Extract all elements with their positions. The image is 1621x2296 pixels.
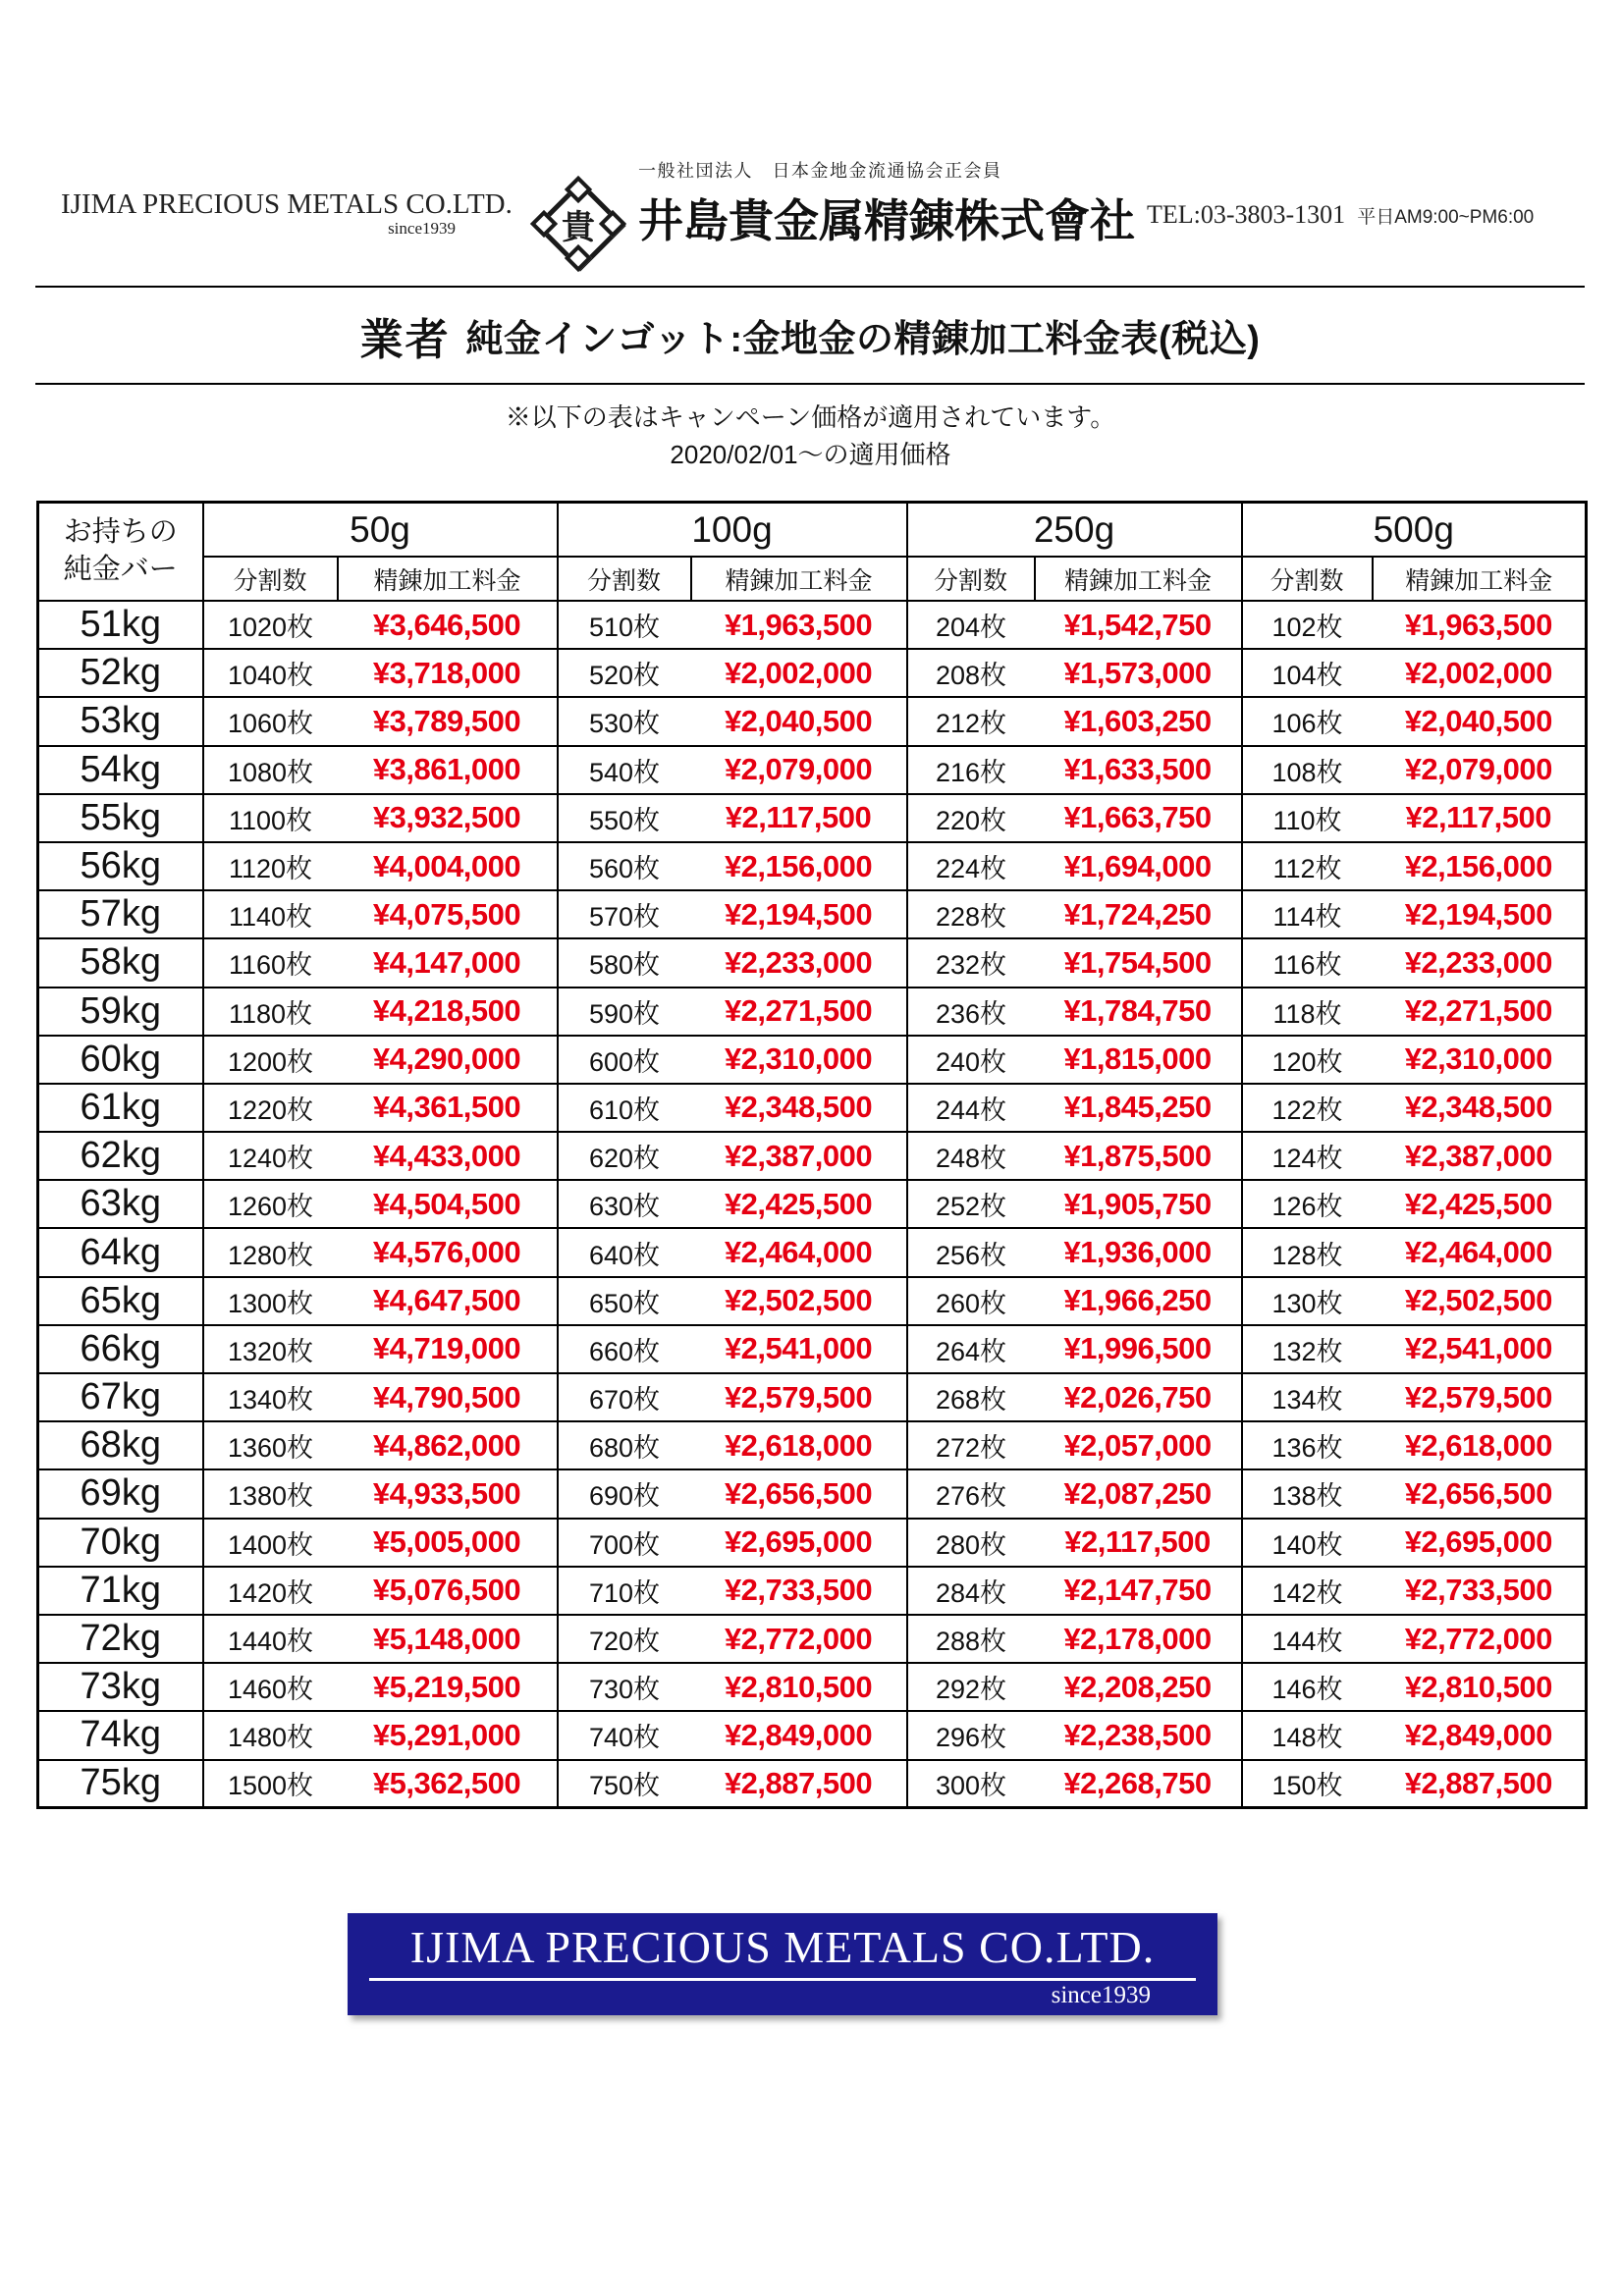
split-count: 1420枚 [203,1567,338,1615]
refining-fee: ¥1,875,500 [1035,1132,1242,1180]
bar-weight: 52kg [38,649,203,697]
bar-weight: 62kg [38,1132,203,1180]
refining-fee: ¥2,147,750 [1035,1567,1242,1615]
split-count: 1480枚 [203,1711,338,1759]
footer-company-name: IJIMA PRECIOUS METALS CO.LTD. [369,1921,1196,1981]
refining-fee: ¥2,087,250 [1035,1469,1242,1518]
refining-fee: ¥3,789,500 [338,697,558,745]
subheader-fee: 精錬加工料金 [338,557,558,601]
refining-fee: ¥2,348,500 [691,1084,907,1132]
bar-weight: 73kg [38,1663,203,1711]
refining-fee: ¥4,504,500 [338,1180,558,1228]
split-count: 680枚 [558,1421,691,1469]
bar-weight: 63kg [38,1180,203,1228]
split-count: 1080枚 [203,746,338,794]
split-count: 220枚 [907,794,1035,842]
refining-fee: ¥2,695,000 [1373,1519,1587,1567]
refining-fee: ¥2,618,000 [1373,1421,1587,1469]
price-row [38,842,1587,890]
refining-fee: ¥2,194,500 [691,890,907,938]
bar-weight: 58kg [38,938,203,987]
group-header-row [38,503,1587,558]
price-row [38,1711,1587,1759]
refining-fee: ¥1,966,250 [1035,1277,1242,1325]
split-count: 1280枚 [203,1228,338,1276]
split-count: 240枚 [907,1036,1035,1084]
refining-fee: ¥2,271,500 [691,988,907,1036]
refining-fee: ¥4,576,000 [338,1228,558,1276]
refining-fee: ¥1,724,250 [1035,890,1242,938]
refining-fee: ¥2,425,500 [1373,1180,1587,1228]
campaign-notice [0,400,1621,473]
refining-fee: ¥4,290,000 [338,1036,558,1084]
refining-fee: ¥5,291,000 [338,1711,558,1759]
footer-since: since1939 [1051,1982,1151,2008]
refining-fee: ¥2,026,750 [1035,1373,1242,1421]
split-count: 120枚 [1242,1036,1373,1084]
split-count: 1100枚 [203,794,338,842]
split-count: 1320枚 [203,1325,338,1373]
refining-fee: ¥2,425,500 [691,1180,907,1228]
split-count: 540枚 [558,746,691,794]
split-count: 150枚 [1242,1760,1373,1808]
company-logo [531,177,625,271]
refining-fee: ¥2,057,000 [1035,1421,1242,1469]
refining-fee: ¥2,618,000 [691,1421,907,1469]
refining-fee: ¥2,810,500 [691,1663,907,1711]
refining-fee: ¥2,810,500 [1373,1663,1587,1711]
price-row [38,1277,1587,1325]
since-label: since1939 [388,219,456,238]
split-count: 640枚 [558,1228,691,1276]
split-count: 670枚 [558,1373,691,1421]
refining-fee: ¥2,233,000 [691,938,907,987]
refining-fee: ¥2,194,500 [1373,890,1587,938]
bar-weight: 68kg [38,1421,203,1469]
refining-fee: ¥2,849,000 [691,1711,907,1759]
split-count: 106枚 [1242,697,1373,745]
split-count: 1500枚 [203,1760,338,1808]
campaign-notice-line1: ※以下の表はキャンペーン価格が適用されています。 [505,402,1116,432]
bar-weight: 65kg [38,1277,203,1325]
price-row [38,1036,1587,1084]
bar-weight: 74kg [38,1711,203,1759]
split-count: 118枚 [1242,988,1373,1036]
refining-fee: ¥2,579,500 [691,1373,907,1421]
split-count: 144枚 [1242,1615,1373,1663]
price-row [38,1421,1587,1469]
split-count: 720枚 [558,1615,691,1663]
bar-weight: 66kg [38,1325,203,1373]
split-count: 700枚 [558,1519,691,1567]
refining-fee: ¥2,156,000 [1373,842,1587,890]
refining-fee: ¥4,790,500 [338,1373,558,1421]
split-count: 272枚 [907,1421,1035,1469]
split-count: 1120枚 [203,842,338,890]
split-count: 570枚 [558,890,691,938]
split-count: 530枚 [558,697,691,745]
bar-weight: 53kg [38,697,203,745]
refining-fee: ¥2,178,000 [1035,1615,1242,1663]
refining-fee: ¥2,233,000 [1373,938,1587,987]
split-count: 138枚 [1242,1469,1373,1518]
split-count: 550枚 [558,794,691,842]
split-count: 660枚 [558,1325,691,1373]
refining-fee: ¥3,861,000 [338,746,558,794]
refining-fee: ¥2,772,000 [691,1615,907,1663]
refining-fee: ¥1,633,500 [1035,746,1242,794]
refining-fee: ¥2,541,000 [691,1325,907,1373]
price-row [38,1519,1587,1567]
split-count: 130枚 [1242,1277,1373,1325]
refining-fee: ¥1,963,500 [1373,601,1587,649]
split-count: 710枚 [558,1567,691,1615]
split-count: 292枚 [907,1663,1035,1711]
bar-weight: 59kg [38,988,203,1036]
price-row [38,601,1587,649]
price-row [38,1760,1587,1808]
refining-fee: ¥2,002,000 [691,649,907,697]
refining-fee: ¥4,075,500 [338,890,558,938]
split-count: 610枚 [558,1084,691,1132]
split-count: 268枚 [907,1373,1035,1421]
refining-fee: ¥1,542,750 [1035,601,1242,649]
split-count: 140枚 [1242,1519,1373,1567]
group-header-250g: 250g [907,503,1242,558]
refining-fee: ¥1,963,500 [691,601,907,649]
split-count: 296枚 [907,1711,1035,1759]
telephone: TEL:03-3803-1301 [1147,200,1346,229]
split-count: 1300枚 [203,1277,338,1325]
refining-fee: ¥1,754,500 [1035,938,1242,987]
bar-weight: 71kg [38,1567,203,1615]
split-count: 204枚 [907,601,1035,649]
refining-fee: ¥4,218,500 [338,988,558,1036]
group-header-50g: 50g [203,503,558,558]
refining-fee: ¥2,387,000 [1373,1132,1587,1180]
split-count: 108枚 [1242,746,1373,794]
corner-header-line2: 純金バー [63,554,178,585]
subheader-fee: 精錬加工料金 [1035,557,1242,601]
refining-fee: ¥2,268,750 [1035,1760,1242,1808]
refining-fee: ¥2,310,000 [691,1036,907,1084]
corner-header [38,503,203,602]
subheader-splits: 分割数 [558,557,691,601]
price-row [38,794,1587,842]
refining-fee: ¥2,002,000 [1373,649,1587,697]
split-count: 280枚 [907,1519,1035,1567]
refining-fee: ¥2,387,000 [691,1132,907,1180]
bar-weight: 75kg [38,1760,203,1808]
split-count: 300枚 [907,1760,1035,1808]
split-count: 132枚 [1242,1325,1373,1373]
split-count: 1160枚 [203,938,338,987]
subheader-fee: 精錬加工料金 [1373,557,1587,601]
split-count: 590枚 [558,988,691,1036]
split-count: 128枚 [1242,1228,1373,1276]
refining-fee: ¥4,147,000 [338,938,558,987]
association-membership: 一般社団法人 日本金地金流通協会正会員 [638,161,1002,181]
refining-fee: ¥2,541,000 [1373,1325,1587,1373]
split-count: 126枚 [1242,1180,1373,1228]
logo-character: 貴 [562,208,595,246]
refining-fee: ¥2,117,500 [1035,1519,1242,1567]
split-count: 244枚 [907,1084,1035,1132]
bar-weight: 67kg [38,1373,203,1421]
price-table [36,501,1588,1809]
split-count: 750枚 [558,1760,691,1808]
split-count: 580枚 [558,938,691,987]
title-main: 純金インゴット:金地金の精錬加工料金表(税込) [465,319,1261,360]
price-row [38,1663,1587,1711]
split-count: 252枚 [907,1180,1035,1228]
split-count: 1040枚 [203,649,338,697]
split-count: 510枚 [558,601,691,649]
refining-fee: ¥4,647,500 [338,1277,558,1325]
price-row [38,1469,1587,1518]
split-count: 1340枚 [203,1373,338,1421]
group-header-100g: 100g [558,503,907,558]
split-count: 146枚 [1242,1663,1373,1711]
bar-weight: 61kg [38,1084,203,1132]
company-name-jp: 井島貴金属精錬株式會社 [638,195,1135,246]
footer-banner [348,1913,1217,2015]
refining-fee: ¥2,656,500 [1373,1469,1587,1518]
price-row [38,988,1587,1036]
price-row [38,1132,1587,1180]
subheader-fee: 精錬加工料金 [691,557,907,601]
refining-fee: ¥4,361,500 [338,1084,558,1132]
corner-header-line1: お持ちの [63,516,178,549]
split-count: 740枚 [558,1711,691,1759]
refining-fee: ¥3,718,000 [338,649,558,697]
refining-fee: ¥2,733,500 [691,1567,907,1615]
split-count: 142枚 [1242,1567,1373,1615]
price-row [38,649,1587,697]
split-count: 104枚 [1242,649,1373,697]
split-count: 520枚 [558,649,691,697]
price-table-body [38,601,1587,1808]
split-count: 264枚 [907,1325,1035,1373]
split-count: 730枚 [558,1663,691,1711]
split-count: 228枚 [907,890,1035,938]
refining-fee: ¥2,079,000 [691,746,907,794]
sub-header-row [38,557,1587,601]
campaign-notice-line2: 2020/02/01～の適用価格 [670,439,951,469]
split-count: 1220枚 [203,1084,338,1132]
split-count: 284枚 [907,1567,1035,1615]
price-row [38,1567,1587,1615]
split-count: 1440枚 [203,1615,338,1663]
price-row [38,938,1587,987]
subheader-splits: 分割数 [1242,557,1373,601]
split-count: 212枚 [907,697,1035,745]
refining-fee: ¥5,148,000 [338,1615,558,1663]
refining-fee: ¥3,932,500 [338,794,558,842]
refining-fee: ¥2,117,500 [691,794,907,842]
split-count: 208枚 [907,649,1035,697]
refining-fee: ¥2,208,250 [1035,1663,1242,1711]
company-name-en: IJIMA PRECIOUS METALS CO.LTD. [61,188,513,220]
split-count: 620枚 [558,1132,691,1180]
split-count: 690枚 [558,1469,691,1518]
refining-fee: ¥2,849,000 [1373,1711,1587,1759]
subheader-splits: 分割数 [907,557,1035,601]
refining-fee: ¥2,772,000 [1373,1615,1587,1663]
refining-fee: ¥5,219,500 [338,1663,558,1711]
refining-fee: ¥2,464,000 [1373,1228,1587,1276]
price-row [38,1228,1587,1276]
split-count: 1060枚 [203,697,338,745]
refining-fee: ¥2,040,500 [1373,697,1587,745]
split-count: 224枚 [907,842,1035,890]
split-count: 148枚 [1242,1711,1373,1759]
split-count: 1200枚 [203,1036,338,1084]
split-count: 112枚 [1242,842,1373,890]
bar-weight: 56kg [38,842,203,890]
refining-fee: ¥2,040,500 [691,697,907,745]
refining-fee: ¥1,815,000 [1035,1036,1242,1084]
split-count: 1260枚 [203,1180,338,1228]
refining-fee: ¥1,573,000 [1035,649,1242,697]
subheader-splits: 分割数 [203,557,338,601]
bar-weight: 72kg [38,1615,203,1663]
split-count: 122枚 [1242,1084,1373,1132]
refining-fee: ¥2,310,000 [1373,1036,1587,1084]
document-title [35,286,1585,385]
refining-fee: ¥5,362,500 [338,1760,558,1808]
split-count: 276枚 [907,1469,1035,1518]
split-count: 1360枚 [203,1421,338,1469]
bar-weight: 64kg [38,1228,203,1276]
price-row [38,746,1587,794]
price-row [38,1373,1587,1421]
refining-fee: ¥2,579,500 [1373,1373,1587,1421]
bar-weight: 57kg [38,890,203,938]
refining-fee: ¥1,996,500 [1035,1325,1242,1373]
refining-fee: ¥1,663,750 [1035,794,1242,842]
business-hours: 平日AM9:00~PM6:00 [1357,207,1535,228]
refining-fee: ¥5,005,000 [338,1519,558,1567]
split-count: 124枚 [1242,1132,1373,1180]
title-prefix: 業者 [359,315,451,364]
split-count: 1240枚 [203,1132,338,1180]
refining-fee: ¥2,887,500 [691,1760,907,1808]
bar-weight: 51kg [38,601,203,649]
split-count: 1180枚 [203,988,338,1036]
contact-info [1147,200,1534,230]
split-count: 630枚 [558,1180,691,1228]
price-row [38,1615,1587,1663]
refining-fee: ¥2,695,000 [691,1519,907,1567]
split-count: 1380枚 [203,1469,338,1518]
bar-weight: 60kg [38,1036,203,1084]
refining-fee: ¥5,076,500 [338,1567,558,1615]
split-count: 134枚 [1242,1373,1373,1421]
price-row [38,1180,1587,1228]
refining-fee: ¥1,784,750 [1035,988,1242,1036]
refining-fee: ¥1,603,250 [1035,697,1242,745]
split-count: 232枚 [907,938,1035,987]
refining-fee: ¥2,464,000 [691,1228,907,1276]
refining-fee: ¥2,117,500 [1373,794,1587,842]
refining-fee: ¥1,905,750 [1035,1180,1242,1228]
refining-fee: ¥4,719,000 [338,1325,558,1373]
refining-fee: ¥4,004,000 [338,842,558,890]
bar-weight: 54kg [38,746,203,794]
refining-fee: ¥1,936,000 [1035,1228,1242,1276]
split-count: 650枚 [558,1277,691,1325]
group-header-500g: 500g [1242,503,1587,558]
company-name-jp-block [638,157,1135,250]
refining-fee: ¥2,271,500 [1373,988,1587,1036]
refining-fee: ¥1,694,000 [1035,842,1242,890]
refining-fee: ¥2,656,500 [691,1469,907,1518]
refining-fee: ¥2,348,500 [1373,1084,1587,1132]
split-count: 260枚 [907,1277,1035,1325]
refining-fee: ¥2,887,500 [1373,1760,1587,1808]
split-count: 248枚 [907,1132,1035,1180]
price-row [38,1325,1587,1373]
refining-fee: ¥1,845,250 [1035,1084,1242,1132]
refining-fee: ¥2,156,000 [691,842,907,890]
refining-fee: ¥2,079,000 [1373,746,1587,794]
refining-fee: ¥2,502,500 [1373,1277,1587,1325]
split-count: 114枚 [1242,890,1373,938]
bar-weight: 55kg [38,794,203,842]
split-count: 256枚 [907,1228,1035,1276]
split-count: 560枚 [558,842,691,890]
split-count: 136枚 [1242,1421,1373,1469]
bar-weight: 70kg [38,1519,203,1567]
price-row [38,1084,1587,1132]
refining-fee: ¥2,238,500 [1035,1711,1242,1759]
split-count: 236枚 [907,988,1035,1036]
refining-fee: ¥3,646,500 [338,601,558,649]
split-count: 1460枚 [203,1663,338,1711]
company-name-en-block [61,188,513,239]
split-count: 600枚 [558,1036,691,1084]
refining-fee: ¥4,862,000 [338,1421,558,1469]
bar-weight: 69kg [38,1469,203,1518]
price-row [38,890,1587,938]
split-count: 1140枚 [203,890,338,938]
split-count: 102枚 [1242,601,1373,649]
split-count: 116枚 [1242,938,1373,987]
refining-fee: ¥4,433,000 [338,1132,558,1180]
split-count: 110枚 [1242,794,1373,842]
refining-fee: ¥2,733,500 [1373,1567,1587,1615]
price-row [38,697,1587,745]
split-count: 288枚 [907,1615,1035,1663]
refining-fee: ¥4,933,500 [338,1469,558,1518]
split-count: 1400枚 [203,1519,338,1567]
split-count: 216枚 [907,746,1035,794]
refining-fee: ¥2,502,500 [691,1277,907,1325]
split-count: 1020枚 [203,601,338,649]
